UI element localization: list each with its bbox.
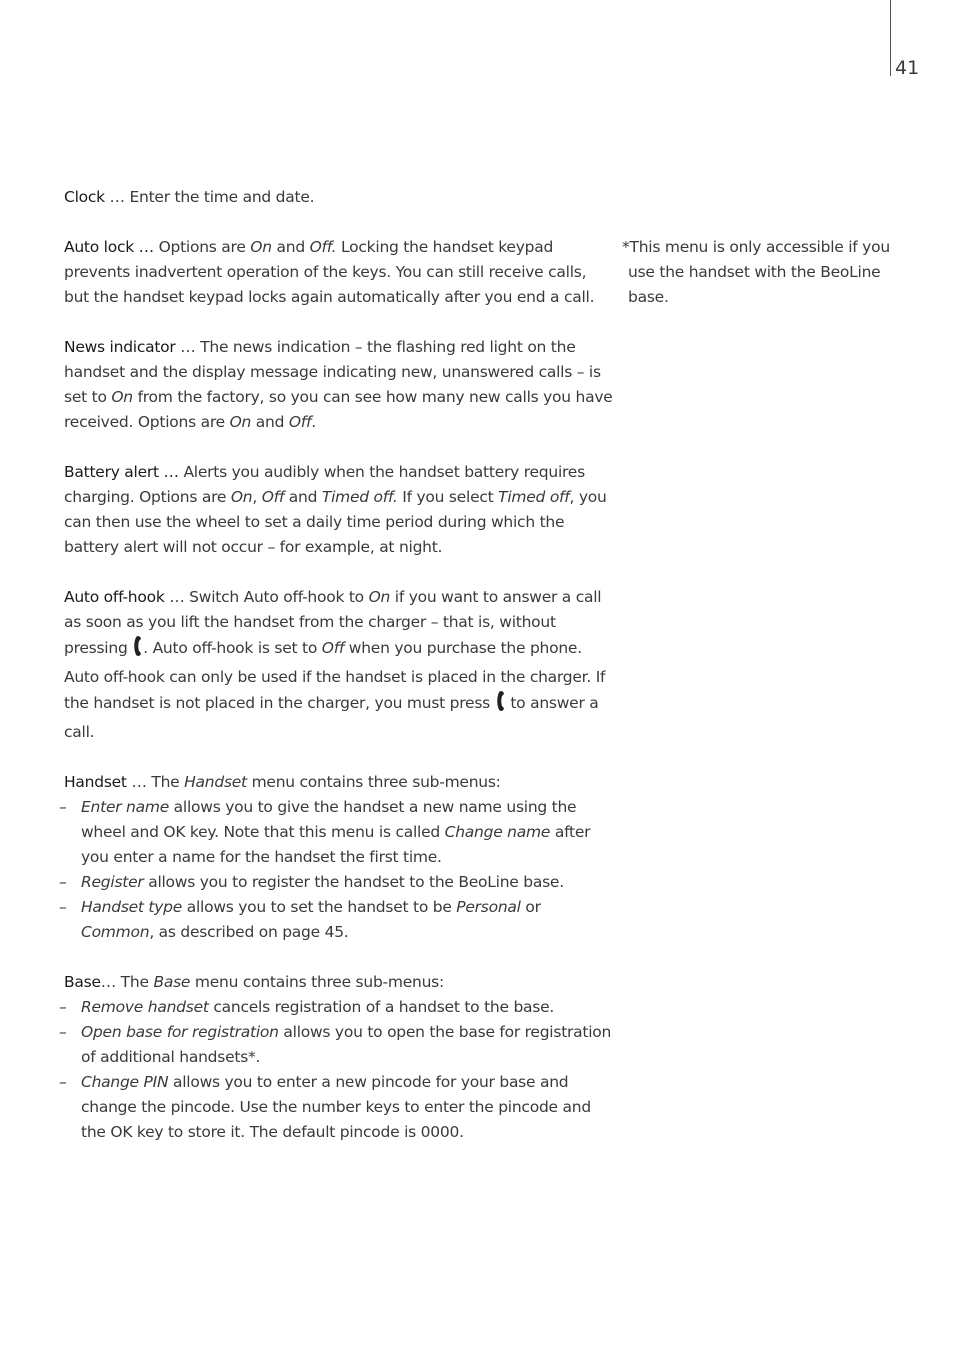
- list-item: – Open base for registration allows you to open the base for registration of additional handsets*.: [59, 1023, 612, 1066]
- auto-off-hook-paragraph: Auto off-hook … Switch Auto off-hook to On if you want to answer a call as soon as you lift the handset from the charger – that is, without pressing . Auto off-hook is set to Off when you purchase the phone. Auto off-hook can only be used if the handset is placed in the charger. If the handset is not placed in the charger, you must press to answer a call.: [64, 588, 606, 741]
- list-item: – Handset type allows you to set the handset to be Personal or Common, as described on page 45.: [59, 898, 541, 941]
- footnote: [622, 235, 892, 310]
- list-item: – Change PIN allows you to enter a new pincode for your base and change the pincode. Use the number keys to enter the pincode and the OK key to store it. The default pincode is 0000.: [59, 1073, 591, 1141]
- auto-off-hook-term: Auto off-hook: [64, 588, 165, 606]
- header-rule: [890, 0, 891, 76]
- base-term: Base: [64, 973, 101, 991]
- battery-alert-paragraph: Battery alert … Alerts you audibly when the handset battery requires charging. Options are On, Off and Timed off. If you select Timed off, you can then use the wheel to set a daily time period during which the battery alert will not occur – for example, at night.: [64, 463, 607, 556]
- base-submenu-list: [59, 995, 614, 1145]
- main-column: [59, 185, 614, 1170]
- footnote-line: use the handset with the BeoLine: [628, 263, 881, 281]
- off-hook-key-icon: [496, 690, 505, 720]
- clock-paragraph: Clock … Enter the time and date.: [64, 188, 315, 206]
- base-paragraph: Base… The Base menu contains three sub-menus:: [64, 973, 444, 991]
- list-item: – Enter name allows you to give the handset a new name using the wheel and OK key. Note that this menu is called Change name after you enter a name for the handset the first time.: [59, 798, 591, 866]
- auto-lock-paragraph: Auto lock … Options are On and Off. Locking the handset keypad prevents inadvertent operation of the keys. You can still receive calls, but the handset keypad locks again automatically after you end a call.: [64, 238, 595, 306]
- handset-term: Handset: [64, 773, 127, 791]
- battery-alert-term: Battery alert …: [64, 463, 179, 481]
- auto-lock-term: Auto lock …: [64, 238, 154, 256]
- handset-paragraph: Handset … The Handset menu contains three sub-menus:: [64, 773, 501, 791]
- footnote-line: *This menu is only accessible if you: [622, 238, 890, 256]
- news-indicator-paragraph: News indicator … The news indication – the flashing red light on the handset and the display message indicating new, unanswered calls – is set to On from the factory, so you can see how many new calls you have received. Options are On and Off.: [64, 338, 613, 431]
- list-item: – Register allows you to register the handset to the BeoLine base.: [59, 873, 564, 891]
- news-indicator-term: News indicator: [64, 338, 176, 356]
- handset-submenu-list: [59, 795, 614, 945]
- off-hook-key-icon: [133, 635, 142, 665]
- footnote-line: base.: [628, 288, 669, 306]
- page-number: 41: [895, 57, 920, 79]
- clock-term: Clock: [64, 188, 105, 206]
- list-item: – Remove handset cancels registration of a handset to the base.: [59, 998, 555, 1016]
